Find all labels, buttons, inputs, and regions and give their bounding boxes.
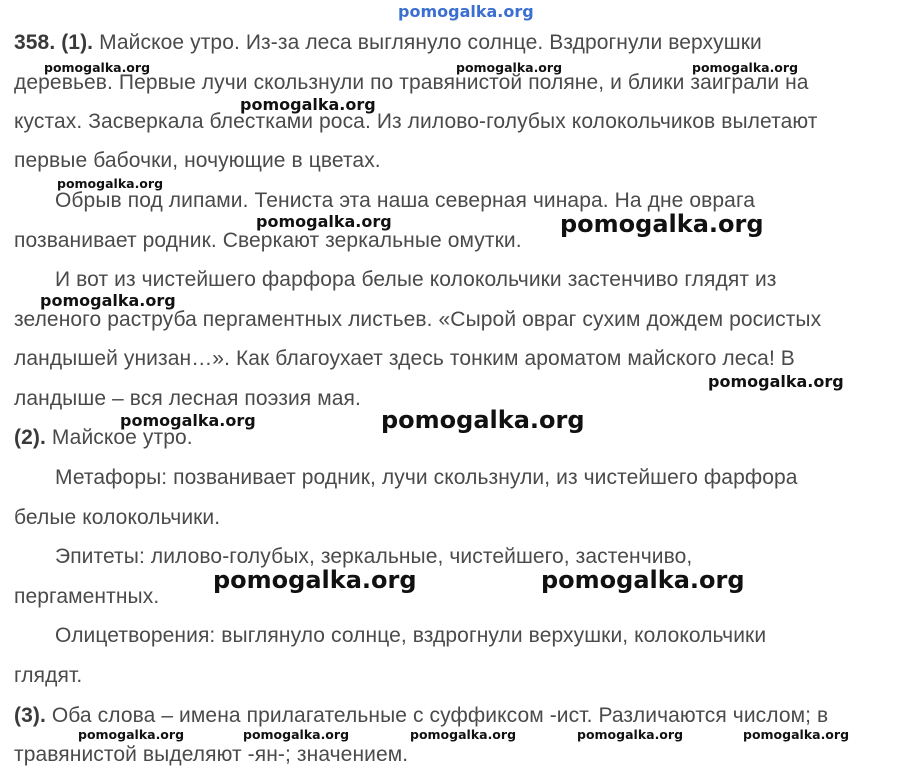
- text-line: ландышей унизан…». Как благоухает здесь тонким ароматом майского леса! В: [14, 347, 795, 370]
- watermark: pomogalka.org: [456, 60, 563, 75]
- watermark: pomogalka.org: [381, 406, 585, 434]
- text-line: первые бабочки, ночующие в цветах.: [14, 149, 381, 172]
- watermark: pomogalka.org: [120, 411, 256, 430]
- text-line: травянистой выделяют -ян-; значением.: [14, 743, 409, 766]
- watermark: pomogalka.org: [44, 60, 151, 75]
- watermark: pomogalka.org: [240, 95, 376, 114]
- text-line: [14, 703, 828, 729]
- text-line: кустах. Засверкала блестками роса. Из лилово-голубых колокольчиков вылетают: [14, 110, 818, 133]
- text-line: [14, 425, 193, 451]
- watermark: pomogalka.org: [708, 372, 844, 391]
- watermark: pomogalka.org: [577, 727, 684, 742]
- watermark: pomogalka.org: [57, 176, 164, 191]
- text-line: глядят.: [14, 664, 83, 687]
- text-line: зеленого раструба пергаментных листьев. «Сырой овраг сухим дождем росистых: [14, 308, 822, 331]
- watermark: pomogalka.org: [256, 212, 392, 231]
- text-line: Олицетворения: выглянуло солнце, вздрогнули верхушки, колокольчики: [55, 624, 767, 647]
- text-line: позванивает родник. Сверкают зеркальные омутки.: [14, 229, 522, 252]
- part-label: (1).: [61, 31, 94, 54]
- part-label: (3).: [14, 704, 46, 727]
- watermark: pomogalka.org: [541, 566, 745, 594]
- exercise-number: 358.: [14, 31, 56, 54]
- watermark: pomogalka.org: [213, 566, 417, 594]
- text-line: ландыше – вся лесная поэзия мая.: [14, 387, 361, 410]
- text-line: И вот из чистейшего фарфора белые колокольчики застенчиво глядят из: [55, 268, 777, 291]
- watermark: pomogalka.org: [692, 60, 799, 75]
- text-line: Метафоры: позванивает родник, лучи скользнули, из чистейшего фарфора: [55, 466, 798, 489]
- line-text: Майское утро. Из-за леса выглянуло солнце. Вздрогнули верхушки: [99, 31, 762, 54]
- text-line: [14, 30, 762, 56]
- watermark: pomogalka.org: [410, 727, 517, 742]
- text-line: белые колокольчики.: [14, 506, 221, 529]
- watermark-top: pomogalka.org: [398, 2, 534, 21]
- line-text: Майское утро.: [51, 426, 193, 449]
- text-line: деревьев. Первые лучи скользнули по травянистой поляне, и блики заиграли на: [14, 71, 809, 94]
- text-line: пергаментных.: [14, 585, 160, 608]
- watermark: pomogalka.org: [40, 291, 176, 310]
- line-text: Оба слова – имена прилагательные с суффиксом -ист. Различаются числом; в: [51, 704, 829, 727]
- watermark: pomogalka.org: [78, 727, 185, 742]
- watermark: pomogalka.org: [743, 727, 850, 742]
- text-line: Обрыв под липами. Тениста эта наша северная чинара. На дне оврага: [55, 189, 756, 212]
- watermark: pomogalka.org: [243, 727, 350, 742]
- watermark: pomogalka.org: [560, 210, 764, 238]
- text-line: Эпитеты: лилово-голубых, зеркальные, чистейшего, застенчиво,: [55, 545, 693, 568]
- part-label: (2).: [14, 426, 46, 449]
